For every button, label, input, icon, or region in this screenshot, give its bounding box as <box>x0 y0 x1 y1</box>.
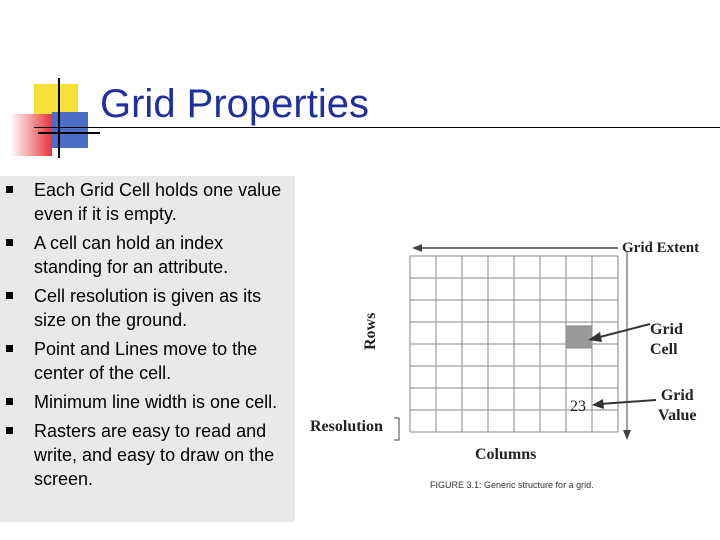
bullet-square-icon <box>6 186 13 193</box>
bullet-text: Each Grid Cell holds one value even if it is empty. <box>34 180 282 224</box>
logo-horizontal-line <box>38 132 100 134</box>
grid-cell-arrow <box>596 324 650 338</box>
grid-value-arrowhead <box>592 399 604 409</box>
grid-value-arrow <box>600 400 656 404</box>
grid-value-label: Grid Value <box>658 387 697 424</box>
extent-vertical-arrowhead <box>623 430 631 440</box>
bullet-text: Cell resolution is given as its size on the ground. <box>34 286 262 330</box>
columns-label: Columns <box>475 446 537 463</box>
slide-logo <box>0 0 110 170</box>
grid-extent-label: Grid Extent <box>622 240 700 256</box>
bullet-item <box>0 231 295 279</box>
bullet-square-icon <box>6 345 13 352</box>
bullet-text: Minimum line width is one cell. <box>34 392 278 412</box>
bullet-item <box>0 284 295 332</box>
bullet-item <box>0 390 295 414</box>
caption-label: FIGURE 3.1: <box>430 480 482 490</box>
grid-cell-label: Grid Cell <box>650 321 683 358</box>
bullet-square-icon <box>6 398 13 405</box>
logo-red-square <box>10 114 52 156</box>
logo-vertical-line <box>58 78 60 158</box>
slide-title: Grid Properties <box>100 82 369 126</box>
highlighted-grid-cell <box>566 326 592 348</box>
bullet-text: A cell can hold an index standing for an attribute. <box>34 233 229 277</box>
figure-caption <box>430 480 594 490</box>
bullet-list <box>0 178 295 496</box>
grid-figure <box>300 230 720 500</box>
grid-extent-arrowhead <box>412 244 422 252</box>
grid-value-number: 23 <box>570 398 586 415</box>
bullet-item <box>0 337 295 385</box>
bullet-square-icon <box>6 427 13 434</box>
caption-text: Generic structure for a grid. <box>484 480 594 490</box>
bullet-item <box>0 178 295 226</box>
bullet-text: Rasters are easy to read and write, and easy to draw on the screen. <box>34 421 275 489</box>
rows-label: Rows <box>362 312 379 350</box>
bullet-text: Point and Lines move to the center of the cell. <box>34 339 258 383</box>
bullet-item <box>0 419 295 491</box>
bullet-square-icon <box>6 239 13 246</box>
bullet-square-icon <box>6 292 13 299</box>
resolution-label: Resolution <box>310 418 383 435</box>
resolution-bracket <box>394 418 399 440</box>
